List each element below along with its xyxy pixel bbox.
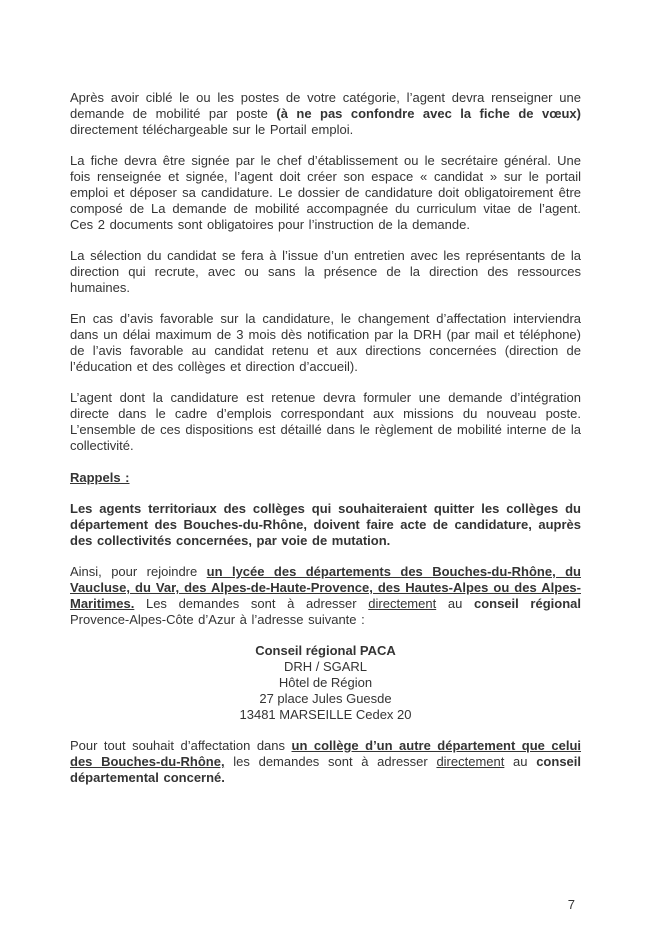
page-number: 7: [567, 897, 575, 912]
text-run: conseil régional: [473, 596, 581, 611]
text-run: Rappels :: [70, 470, 130, 485]
paragraph: [70, 564, 581, 628]
text-run: directement téléchargeable sur le Portail emploi.: [70, 122, 354, 137]
address-line: 13481 MARSEILLE Cedex 20: [239, 707, 412, 722]
text-run: (à ne pas confondre avec la fiche de vœux): [276, 106, 581, 121]
document-body: [70, 90, 581, 801]
text-run: La sélection du candidat se fera à l’issue d’un entretien avec les représentants de la direction qui recrute, avec ou sans la présence de la direction des ressources humaines.: [70, 248, 581, 295]
text-run: directement: [368, 596, 437, 611]
paragraph: [70, 248, 581, 296]
text-run: En cas d’avis favorable sur la candidature, le changement d’affectation interviendra dans un délai maximum de 3 mois dès notification par la DRH (par mail et téléphone) de l’avis favorable au candidat retenu et aux directions concernées (direction de l’éducation et des collèges et direction d’accueil).: [70, 311, 581, 374]
text-run: un collège d’un autre département que celui des Bouches-du-Rhône,: [70, 738, 582, 769]
paragraph: [70, 153, 581, 233]
address-block: [70, 643, 581, 723]
text-run: un lycée des départements des Bouches-du-Rhône, du Vaucluse, du Var, des Alpes-de-Haute-Provence, des Hautes-Alpes ou des Alpes-Maritimes.: [70, 564, 582, 611]
address-line: Conseil régional PACA: [255, 643, 396, 658]
text-run: Après avoir ciblé le ou les postes de votre catégorie, l’agent devra renseigner une demande de mobilité par poste: [70, 90, 581, 121]
text-run: conseil départemental concerné.: [70, 754, 581, 785]
text-run: L’agent dont la candidature est retenue devra formuler une demande d’intégration directe dans le cadre d’emplois correspondant aux missions du nouveau poste. L’ensemble de ces dispositions est détaillé dans le règlement de mobilité interne de la collectivité.: [70, 390, 581, 453]
paragraph: [70, 90, 581, 138]
text-run: au: [504, 754, 537, 769]
text-run: au: [436, 596, 474, 611]
paragraph: [70, 501, 581, 549]
text-run: les demandes sont à adresser: [224, 754, 437, 769]
text-run: Les demandes sont à adresser: [134, 596, 369, 611]
text-run: Les agents territoriaux des collèges qui souhaiteraient quitter les collèges du département des Bouches-du-Rhône, doivent faire acte de candidature, auprès des collectivités concernées, par voie de mutation.: [70, 501, 581, 548]
paragraph: [70, 390, 581, 454]
address-line: 27 place Jules Guesde: [259, 691, 392, 706]
text-run: La fiche devra être signée par le chef d’établissement ou le secrétaire général. Une fois renseignée et signée, l’agent doit créer son espace « candidat » sur le portail emploi et déposer sa candidature. Le dossier de candidature doit obligatoirement être composé de La demande de mobilité accompagnée du curriculum vitae de l’agent. Ces 2 documents sont obligatoires pour l’instruction de la demande.: [70, 153, 581, 232]
paragraph: [70, 311, 581, 375]
text-run: Provence-Alpes-Côte d’Azur à l’adresse suivante :: [70, 612, 365, 627]
text-run: Ainsi, pour rejoindre: [70, 564, 207, 579]
paragraph: [70, 738, 581, 786]
address-line: Hôtel de Région: [278, 675, 373, 690]
section-heading: [70, 470, 581, 486]
text-run: Pour tout souhait d’affectation dans: [70, 738, 292, 753]
text-run: directement: [436, 754, 505, 769]
address-line: DRH / SGARL: [283, 659, 368, 674]
